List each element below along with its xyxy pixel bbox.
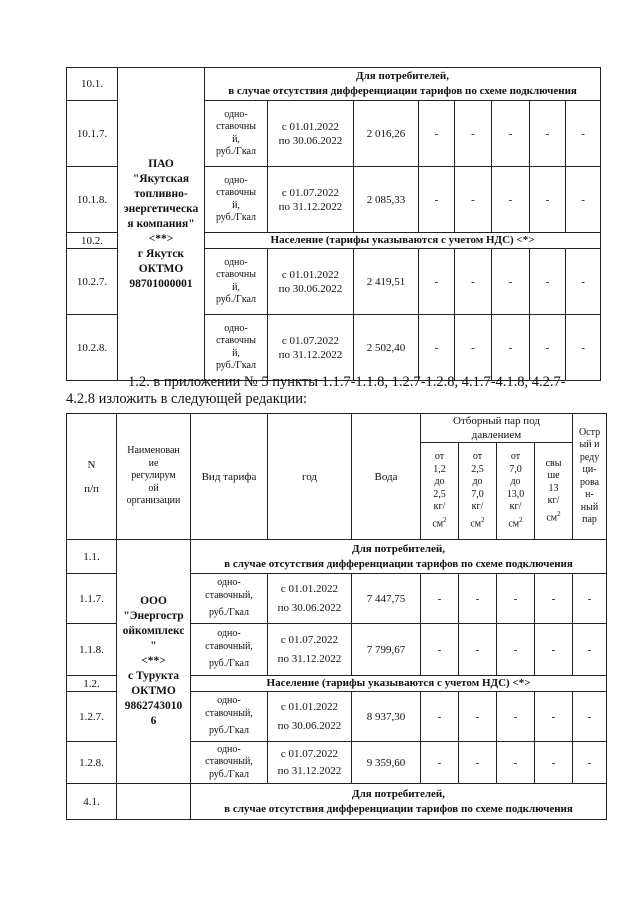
tariff-kind: одно- ставочный, руб./Гкал bbox=[191, 692, 268, 742]
organization-name-cell: ПАО "Якутская топливно- энергетическа я компания" <**> г Якутск ОКТМО 98701000001 bbox=[118, 68, 205, 381]
tariff-kind: одно- ставочны й, руб./Гкал bbox=[205, 167, 268, 233]
header-number: N п/п bbox=[67, 414, 117, 540]
header-steam-over-13: свы ше 13 кг/ $см^2$ bbox=[535, 443, 573, 540]
dash-cell: - bbox=[421, 742, 459, 784]
row-number: 1.2.7. bbox=[67, 692, 117, 742]
tariff-kind: одно- ставочный, руб./Гкал bbox=[191, 624, 268, 676]
header-sharp-steam: Остр ый и реду ци- рова н- ный пар bbox=[573, 414, 607, 540]
paragraph-line: 4.2.8 изложить в следующей редакции: bbox=[66, 391, 308, 407]
dash-cell: - bbox=[492, 315, 530, 381]
section-header: Население (тарифы указываются с учетом НДС) <*> bbox=[205, 233, 601, 249]
dash-cell: - bbox=[459, 742, 497, 784]
dash-cell: - bbox=[497, 742, 535, 784]
dash-cell: - bbox=[492, 249, 530, 315]
dash-cell: - bbox=[421, 574, 459, 624]
dash-cell: - bbox=[535, 624, 573, 676]
dash-cell: - bbox=[492, 167, 530, 233]
row-number: 1.2. bbox=[67, 676, 117, 692]
tariff-period: с 01.01.2022 по 30.06.2022 bbox=[268, 101, 354, 167]
tariff-table-2 bbox=[66, 413, 607, 820]
tariff-period: с 01.07.2022 по 31.12.2022 bbox=[268, 624, 352, 676]
tariff-kind: одно- ставочны й, руб./Гкал bbox=[205, 101, 268, 167]
water-value: 2 016,26 bbox=[354, 101, 419, 167]
dash-cell: - bbox=[566, 101, 601, 167]
tariff-period: с 01.01.2022 по 30.06.2022 bbox=[268, 692, 352, 742]
dash-cell: - bbox=[566, 249, 601, 315]
dash-cell: - bbox=[419, 315, 455, 381]
dash-cell: - bbox=[497, 574, 535, 624]
water-value: 2 502,40 bbox=[354, 315, 419, 381]
header-tariff-kind: Вид тарифа bbox=[191, 414, 268, 540]
organization-name-cell: ООО "Энергостр ойкомплекс " <**> с Турукта ОКТМО 9862743010 6 bbox=[117, 540, 191, 784]
tariff-period: с 01.07.2022 по 31.12.2022 bbox=[268, 742, 352, 784]
tariff-table-1 bbox=[66, 67, 601, 381]
row-number: 10.1.8. bbox=[67, 167, 118, 233]
dash-cell: - bbox=[530, 315, 566, 381]
row-number: 10.2.7. bbox=[67, 249, 118, 315]
section-header: Для потребителей, в случае отсутствия дифференциации тарифов по схеме подключения bbox=[205, 68, 601, 101]
dash-cell: - bbox=[573, 624, 607, 676]
dash-cell: - bbox=[492, 101, 530, 167]
dash-cell: - bbox=[455, 249, 492, 315]
organization-name-cell bbox=[117, 784, 191, 820]
row-number: 10.1.7. bbox=[67, 101, 118, 167]
water-value: 7 799,67 bbox=[352, 624, 421, 676]
tariff-period: с 01.07.2022 по 31.12.2022 bbox=[268, 167, 354, 233]
dash-cell: - bbox=[421, 624, 459, 676]
dash-cell: - bbox=[566, 167, 601, 233]
water-value: 9 359,60 bbox=[352, 742, 421, 784]
dash-cell: - bbox=[419, 167, 455, 233]
dash-cell: - bbox=[455, 167, 492, 233]
dash-cell: - bbox=[530, 249, 566, 315]
row-number: 1.1. bbox=[67, 540, 117, 574]
water-value: 2 419,51 bbox=[354, 249, 419, 315]
row-number: 4.1. bbox=[67, 784, 117, 820]
dash-cell: - bbox=[455, 315, 492, 381]
dash-cell: - bbox=[530, 101, 566, 167]
section-header: Для потребителей, в случае отсутствия дифференциации тарифов по схеме подключения bbox=[191, 540, 607, 574]
dash-cell: - bbox=[535, 692, 573, 742]
row-number: 1.1.8. bbox=[67, 624, 117, 676]
tariff-period: с 01.07.2022 по 31.12.2022 bbox=[268, 315, 354, 381]
section-header: Для потребителей, в случае отсутствия дифференциации тарифов по схеме подключения bbox=[191, 784, 607, 820]
row-number: 1.1.7. bbox=[67, 574, 117, 624]
tariff-period: с 01.01.2022 по 30.06.2022 bbox=[268, 249, 354, 315]
dash-cell: - bbox=[530, 167, 566, 233]
header-year: год bbox=[268, 414, 352, 540]
tariff-kind: одно- ставочный, руб./Гкал bbox=[191, 574, 268, 624]
water-value: 7 447,75 bbox=[352, 574, 421, 624]
header-steam-2-5-7: от 2,5 до 7,0 кг/ $см^2$ bbox=[459, 443, 497, 540]
dash-cell: - bbox=[497, 624, 535, 676]
dash-cell: - bbox=[459, 692, 497, 742]
tariff-kind: одно- ставочны й, руб./Гкал bbox=[205, 249, 268, 315]
dash-cell: - bbox=[573, 742, 607, 784]
dash-cell: - bbox=[573, 574, 607, 624]
dash-cell: - bbox=[459, 574, 497, 624]
dash-cell: - bbox=[497, 692, 535, 742]
water-value: 8 937,30 bbox=[352, 692, 421, 742]
header-steam: Отборный пар под давлением bbox=[421, 414, 573, 443]
section-header: Население (тарифы указываются с учетом НДС) <*> bbox=[191, 676, 607, 692]
dash-cell: - bbox=[419, 101, 455, 167]
header-organization: Наименован ие регулирум ой организации bbox=[117, 414, 191, 540]
tariff-kind: одно- ставочны й, руб./Гкал bbox=[205, 315, 268, 381]
row-number: 10.1. bbox=[67, 68, 118, 101]
dash-cell: - bbox=[419, 249, 455, 315]
amendment-paragraph bbox=[66, 374, 606, 408]
tariff-period: с 01.01.2022 по 30.06.2022 bbox=[268, 574, 352, 624]
dash-cell: - bbox=[535, 742, 573, 784]
dash-cell: - bbox=[573, 692, 607, 742]
dash-cell: - bbox=[535, 574, 573, 624]
tariff-kind: одно- ставочный, руб./Гкал bbox=[191, 742, 268, 784]
dash-cell: - bbox=[566, 315, 601, 381]
dash-cell: - bbox=[421, 692, 459, 742]
dash-cell: - bbox=[455, 101, 492, 167]
water-value: 2 085,33 bbox=[354, 167, 419, 233]
row-number: 10.2.8. bbox=[67, 315, 118, 381]
header-steam-7-13: от 7,0 до 13,0 кг/ $см^2$ bbox=[497, 443, 535, 540]
dash-cell: - bbox=[459, 624, 497, 676]
row-number: 10.2. bbox=[67, 233, 118, 249]
header-water: Вода bbox=[352, 414, 421, 540]
paragraph-line: 1.2. в приложении № 5 пункты 1.1.7-1.1.8, 1.2.7-1.2.8, 4.1.7-4.1.8, 4.2.7- bbox=[128, 374, 566, 390]
row-number: 1.2.8. bbox=[67, 742, 117, 784]
header-steam-1-2-5: от 1,2 до 2,5 кг/ $см^2$ bbox=[421, 443, 459, 540]
